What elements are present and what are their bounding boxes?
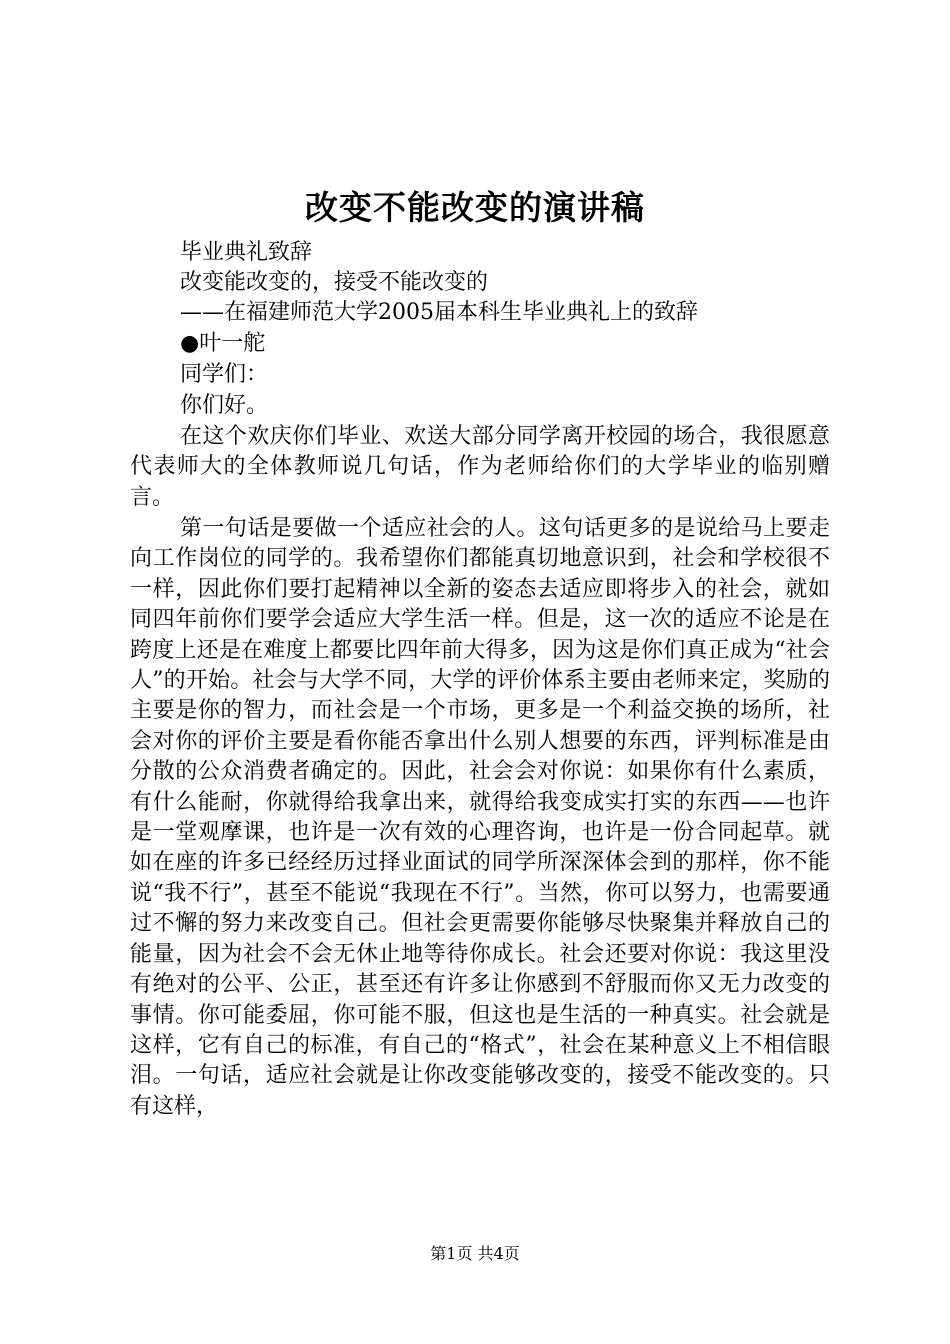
paragraph-first-advice: 第一句话是要做一个适应社会的人。这句话更多的是说给马上要走向工作岗位的同学的。我希望你们都能真切地意识到，社会和学校很不一样，因此你们要打起精神以全新的姿态去适应即将步入的社会，就如同四年前你们要学会适应大学生活一样。但是，这一次的适应不论是在跨度上还是在难度上都要比四年前大得多，因为这是你们真正成为“社会人”的开始。社会与大学不同，大学的评价体系主要由老师来定，奖励的主要是你的智力，而社会是一个市场，更多是一个利益交换的场所，社会对你的评价主要是看你能否拿出什么别人想要的东西，评判标准是由分散的公众消费者确定的。因此，社会会对你说：如果你有什么素质，有什么能耐，你就得给我拿出来，就得给我变成实打实的东西——也许是一堂观摩课，也许是一次有效的心理咨询，也许是一份合同起草。就如在座的许多已经经历过择业面试的同学所深深体会到的那样，你不能说“我不行”，甚至不能说“我现在不行”。当然，你可以努力，也需要通过不懈的努力来改变自己。但社会更需要你能够尽快聚集并释放自己的能量，因为社会不会无休止地等待你成长。社会还要对你说：我这里没有绝对的公平、公正，甚至还有许多让你感到不舒服而你又无力改变的事情。你可能委屈，你可能不服，但这也是生活的一种真实。社会就是这样，它有自己的标准，有自己的“格式”，社会在某种意义上不相信眼泪。一句话，适应社会就是让你改变能够改变的，接受不能改变的。只有这样， — [130, 516, 830, 1119]
intro-line-occasion: 毕业典礼致辞 — [180, 240, 313, 265]
intro-line-author: ●叶一舵 — [180, 331, 266, 356]
page-footer: 第1页 共4页 — [430, 1244, 520, 1263]
paragraph-opening: 在这个欢庆你们毕业、欢送大部分同学离开校园的场合，我很愿意代表师大的全体教师说几句话，作为老师给你们的大学毕业的临别赠言。 — [130, 424, 830, 510]
intro-line-subtitle: ——在福建师范大学2005届本科生毕业典礼上的致辞 — [180, 300, 698, 325]
intro-line-headline: 改变能改变的，接受不能改变的 — [180, 270, 489, 295]
intro-line-greeting: 你们好。 — [180, 393, 269, 418]
intro-line-salutation: 同学们： — [180, 362, 269, 387]
document-title: 改变不能改变的演讲稿 — [305, 188, 645, 227]
